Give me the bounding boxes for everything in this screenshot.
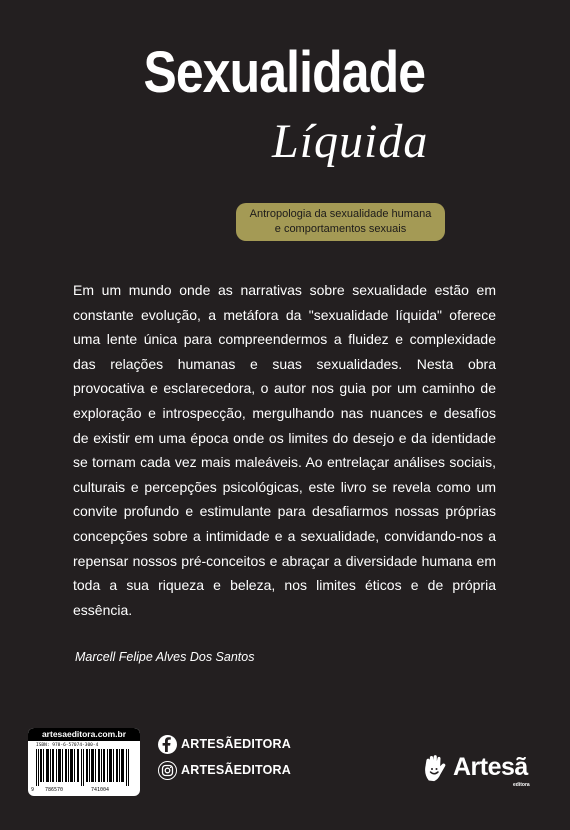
- subtitle-line-2: e comportamentos sexuais: [274, 223, 407, 235]
- book-subtitle-badge: [236, 203, 445, 241]
- barcode-digit-first: 9: [31, 787, 35, 793]
- publisher-logo-tagline: editora: [513, 782, 530, 788]
- facebook-icon: [158, 735, 177, 754]
- subtitle-line-1: Antropologia da sexualidade humana: [249, 208, 432, 220]
- isbn-barcode: [28, 728, 140, 796]
- author-name: Marcell Felipe Alves Dos Santos: [75, 650, 255, 664]
- publisher-logo: [423, 752, 543, 792]
- facebook-link[interactable]: [158, 734, 291, 754]
- publisher-website: artesaeditora.com.br: [28, 728, 140, 741]
- facebook-handle: ARTESÃEDITORA: [181, 737, 292, 751]
- isbn-number: ISBN: 978-6-57074-300-4: [36, 743, 99, 748]
- instagram-icon: [158, 761, 177, 780]
- publisher-logo-word: Artesã: [453, 753, 528, 781]
- synopsis-text: Em um mundo onde as narrativas sobre sexualidade estão em constante evolução, a metáfora da "sexualidade líquida" oferece uma lente única para compreendermos a fluidez e complexidade das relações humanas e suas sexualidades. Nesta obra provocativa e esclarecedora, o autor nos guia por um caminho de exploração e introspecção, mergulhando nas nuances e desafios de existir em uma época onde os limites do desejo e da identidade se tornam cada vez mais maleáveis. Ao entrelaçar análises sociais, culturais e percepções psicológicas, este livro se revela como um convite profundo e estimulante para desafiarmos nossas próprias concepções sobre a intimidade e a sexualidade, convidando-nos a repensar nossos pré-conceitos e abraçar a diversidade humana em toda a sua riqueza e beleza, nos limites éticos e de própria essência.: [73, 282, 496, 618]
- hand-icon: [423, 754, 451, 784]
- book-title: Sexualidade: [143, 40, 426, 105]
- instagram-link[interactable]: [158, 760, 291, 780]
- barcode-digit-group-1: 786570: [45, 787, 64, 793]
- barcode-bars: [33, 749, 135, 786]
- book-title-subword: Líquida: [272, 115, 429, 168]
- barcode-digit-group-2: 741004: [91, 787, 110, 793]
- instagram-handle: ARTESÃEDITORA: [181, 763, 292, 777]
